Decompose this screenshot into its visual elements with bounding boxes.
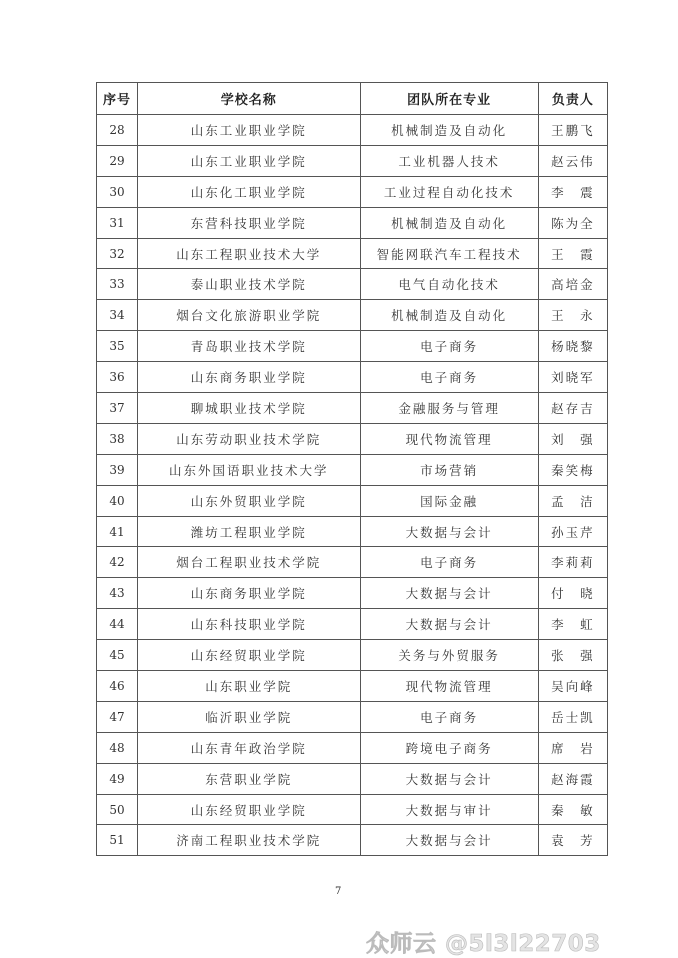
- row-index: 36: [97, 362, 138, 393]
- team-major: 机械制造及自动化: [360, 300, 538, 331]
- team-major: 大数据与会计: [360, 825, 538, 856]
- school-name: 济南工程职业技术学院: [138, 825, 360, 856]
- table-row: [97, 671, 608, 702]
- school-name: 山东职业学院: [138, 671, 360, 702]
- school-name: 泰山职业技术学院: [138, 269, 360, 300]
- leader-name: 王 永: [538, 300, 607, 331]
- school-name: 山东化工职业学院: [138, 176, 360, 207]
- row-index: 30: [97, 176, 138, 207]
- school-name: 山东科技职业学院: [138, 609, 360, 640]
- leader-name: 陈为全: [538, 207, 607, 238]
- school-team-table: [96, 82, 608, 856]
- team-major: 大数据与会计: [360, 578, 538, 609]
- table-row: [97, 763, 608, 794]
- school-name: 山东外贸职业学院: [138, 485, 360, 516]
- team-major: 电子商务: [360, 701, 538, 732]
- row-index: 51: [97, 825, 138, 856]
- row-index: 35: [97, 331, 138, 362]
- team-major: 金融服务与管理: [360, 393, 538, 424]
- table-row: [97, 423, 608, 454]
- table-row: [97, 516, 608, 547]
- table-row: [97, 609, 608, 640]
- row-index: 42: [97, 547, 138, 578]
- table-row: [97, 207, 608, 238]
- school-name: 烟台文化旅游职业学院: [138, 300, 360, 331]
- leader-name: 王 霞: [538, 238, 607, 269]
- school-name: 东营职业学院: [138, 763, 360, 794]
- school-name: 临沂职业学院: [138, 701, 360, 732]
- school-name: 青岛职业技术学院: [138, 331, 360, 362]
- leader-name: 刘晓军: [538, 362, 607, 393]
- row-index: 43: [97, 578, 138, 609]
- team-major: 电子商务: [360, 362, 538, 393]
- row-index: 40: [97, 485, 138, 516]
- table-row: [97, 269, 608, 300]
- table-row: [97, 176, 608, 207]
- school-name: 聊城职业技术学院: [138, 393, 360, 424]
- school-name: 山东商务职业学院: [138, 578, 360, 609]
- school-name: 东营科技职业学院: [138, 207, 360, 238]
- team-major: 国际金融: [360, 485, 538, 516]
- leader-name: 刘 强: [538, 423, 607, 454]
- table-row: [97, 825, 608, 856]
- leader-name: 高培金: [538, 269, 607, 300]
- school-name: 山东劳动职业技术学院: [138, 423, 360, 454]
- row-index: 31: [97, 207, 138, 238]
- row-index: 29: [97, 145, 138, 176]
- leader-name: 张 强: [538, 640, 607, 671]
- leader-name: 李 震: [538, 176, 607, 207]
- table-row: [97, 701, 608, 732]
- school-name: 山东工业职业学院: [138, 115, 360, 146]
- row-index: 28: [97, 115, 138, 146]
- table-body: [97, 115, 608, 856]
- leader-name: 王鹏飞: [538, 115, 607, 146]
- team-major: 智能网联汽车工程技术: [360, 238, 538, 269]
- team-major: 市场营销: [360, 454, 538, 485]
- leader-name: 赵海霞: [538, 763, 607, 794]
- table-row: [97, 732, 608, 763]
- table-row: [97, 145, 608, 176]
- header-leader: 负责人: [538, 83, 607, 115]
- header-index: 序号: [97, 83, 138, 115]
- row-index: 33: [97, 269, 138, 300]
- row-index: 39: [97, 454, 138, 485]
- row-index: 44: [97, 609, 138, 640]
- team-major: 机械制造及自动化: [360, 207, 538, 238]
- table-row: [97, 640, 608, 671]
- row-index: 49: [97, 763, 138, 794]
- school-name: 山东经贸职业学院: [138, 640, 360, 671]
- table-row: [97, 578, 608, 609]
- table-row: [97, 547, 608, 578]
- team-major: 大数据与审计: [360, 794, 538, 825]
- school-name: 山东工业职业学院: [138, 145, 360, 176]
- table-row: [97, 115, 608, 146]
- leader-name: 秦笑梅: [538, 454, 607, 485]
- leader-name: 赵云伟: [538, 145, 607, 176]
- school-name: 烟台工程职业技术学院: [138, 547, 360, 578]
- team-major: 机械制造及自动化: [360, 115, 538, 146]
- row-index: 32: [97, 238, 138, 269]
- leader-name: 赵存吉: [538, 393, 607, 424]
- page-number: 7: [335, 886, 342, 897]
- row-index: 41: [97, 516, 138, 547]
- team-major: 电气自动化技术: [360, 269, 538, 300]
- team-major: 大数据与会计: [360, 609, 538, 640]
- team-major: 现代物流管理: [360, 671, 538, 702]
- table-row: [97, 238, 608, 269]
- team-major: 工业过程自动化技术: [360, 176, 538, 207]
- row-index: 48: [97, 732, 138, 763]
- header-school-name: 学校名称: [138, 83, 360, 115]
- team-major: 跨境电子商务: [360, 732, 538, 763]
- leader-name: 席 岩: [538, 732, 607, 763]
- team-major: 大数据与会计: [360, 763, 538, 794]
- row-index: 50: [97, 794, 138, 825]
- row-index: 34: [97, 300, 138, 331]
- row-index: 46: [97, 671, 138, 702]
- row-index: 45: [97, 640, 138, 671]
- team-major: 现代物流管理: [360, 423, 538, 454]
- team-major: 电子商务: [360, 547, 538, 578]
- leader-name: 孙玉芹: [538, 516, 607, 547]
- table-row: [97, 362, 608, 393]
- leader-name: 孟 洁: [538, 485, 607, 516]
- table-row: [97, 454, 608, 485]
- leader-name: 杨晓黎: [538, 331, 607, 362]
- leader-name: 秦 敏: [538, 794, 607, 825]
- row-index: 37: [97, 393, 138, 424]
- leader-name: 袁 芳: [538, 825, 607, 856]
- table-row: [97, 300, 608, 331]
- table-row: [97, 485, 608, 516]
- school-name: 山东商务职业学院: [138, 362, 360, 393]
- table-row: [97, 393, 608, 424]
- header-major: 团队所在专业: [360, 83, 538, 115]
- school-name: 潍坊工程职业学院: [138, 516, 360, 547]
- leader-name: 李 虹: [538, 609, 607, 640]
- school-name: 山东青年政治学院: [138, 732, 360, 763]
- school-name: 山东外国语职业技术大学: [138, 454, 360, 485]
- watermark: 众师云 @5l3l22703: [366, 931, 601, 957]
- row-index: 47: [97, 701, 138, 732]
- leader-name: 岳士凯: [538, 701, 607, 732]
- school-name: 山东工程职业技术大学: [138, 238, 360, 269]
- leader-name: 吴向峰: [538, 671, 607, 702]
- team-major: 大数据与会计: [360, 516, 538, 547]
- team-major: 关务与外贸服务: [360, 640, 538, 671]
- school-name: 山东经贸职业学院: [138, 794, 360, 825]
- leader-name: 付 晓: [538, 578, 607, 609]
- team-major: 工业机器人技术: [360, 145, 538, 176]
- table-header-row: [97, 83, 608, 115]
- row-index: 38: [97, 423, 138, 454]
- table-row: [97, 331, 608, 362]
- table-row: [97, 794, 608, 825]
- team-major: 电子商务: [360, 331, 538, 362]
- leader-name: 李莉莉: [538, 547, 607, 578]
